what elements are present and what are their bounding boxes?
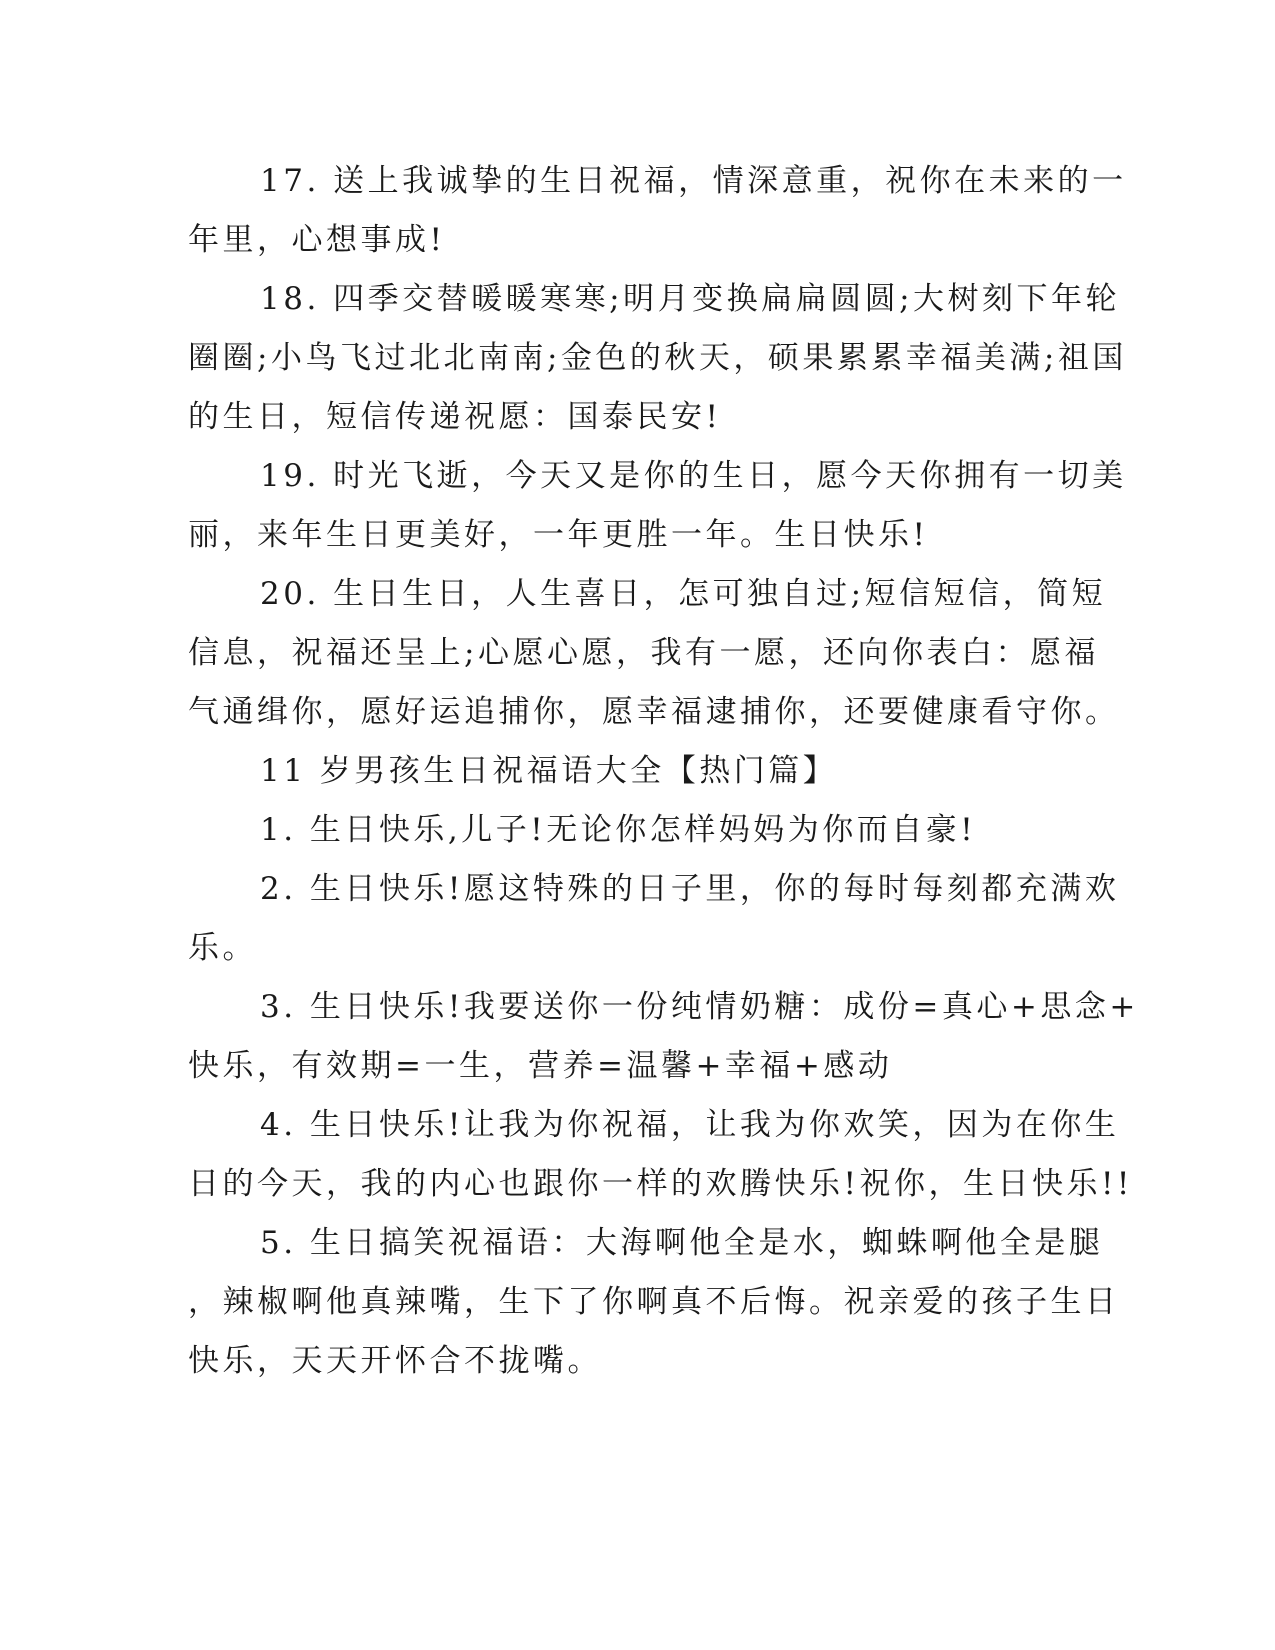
- text-line: 圈圈;小鸟飞过北北南南;金色的秋天，硕果累累幸福美满;祖国: [188, 340, 1127, 376]
- text-line: 的生日，短信传递祝愿：国泰民安!: [188, 399, 722, 435]
- text-line: 快乐，天天开怀合不拢嘴。: [188, 1343, 602, 1379]
- text-line: 日的今天，我的内心也跟你一样的欢腾快乐!祝你，生日快乐!!: [188, 1166, 1133, 1202]
- text-line: 17. 送上我诚挚的生日祝福，情深意重，祝你在未来的一: [260, 163, 1127, 199]
- document-body: [188, 152, 1139, 1391]
- section-heading: 11 岁男孩生日祝福语大全【热门篇】: [260, 753, 838, 789]
- text-line: 气通缉你，愿好运追捕你，愿幸福逮捕你，还要健康看守你。: [188, 694, 1120, 730]
- text-line: 1. 生日快乐,儿子!无论你怎样妈妈为你而自豪!: [260, 812, 977, 848]
- text-line: 3. 生日快乐!我要送你一份纯情奶糖：成份=真心+思念+: [260, 989, 1139, 1025]
- text-line: 18. 四季交替暖暖寒寒;明月变换扁扁圆圆;大树刻下年轮: [260, 281, 1121, 317]
- text-line: ，辣椒啊他真辣嘴，生下了你啊真不后悔。祝亲爱的孩子生日: [188, 1284, 1120, 1320]
- text-line: 19. 时光飞逝，今天又是你的生日，愿今天你拥有一切美: [260, 458, 1127, 494]
- text-line: 信息，祝福还呈上;心愿心愿，我有一愿，还向你表白：愿福: [188, 635, 1099, 671]
- text-line: 4. 生日快乐!让我为你祝福，让我为你欢笑，因为在你生: [260, 1107, 1120, 1143]
- text-line: 丽，来年生日更美好，一年更胜一年。生日快乐!: [188, 517, 929, 553]
- text-line: 20. 生日生日，人生喜日，怎可独自过;短信短信，简短: [260, 576, 1107, 612]
- text-line: 2. 生日快乐!愿这特殊的日子里，你的每时每刻都充满欢: [260, 871, 1120, 907]
- text-line: 5. 生日搞笑祝福语：大海啊他全是水，蜘蛛啊他全是腿: [260, 1225, 1104, 1261]
- text-line: 年里，心想事成!: [188, 222, 446, 258]
- text-line: 乐。: [188, 930, 257, 966]
- text-line: 快乐，有效期=一生，营养=温馨+幸福+感动: [188, 1048, 893, 1084]
